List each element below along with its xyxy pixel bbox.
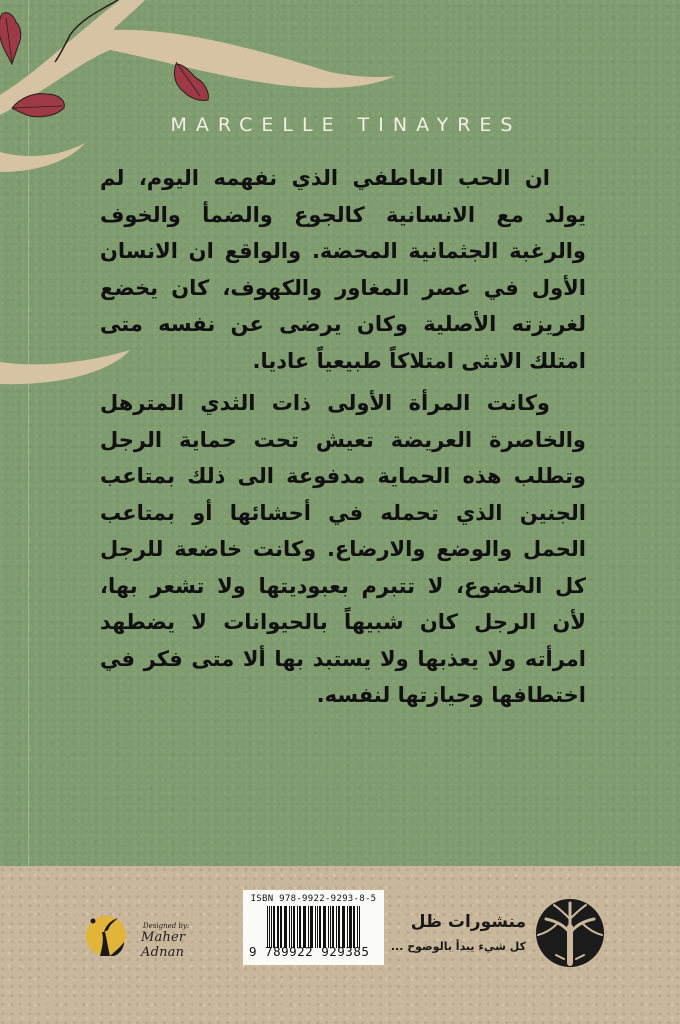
- author-name: MARCELLE TINAYRES: [170, 114, 522, 136]
- branch-middle: [0, 143, 85, 172]
- designed-by-label: Designed by:: [143, 922, 190, 930]
- publisher-name: منشورات ظل: [410, 912, 526, 932]
- back-cover-blurb: [100, 160, 586, 714]
- isbn-digits: 9 789922 929385: [249, 944, 370, 959]
- blurb-paragraph: ان الحب العاطفي الذي نفهمه اليوم، لم يولد مع الانسانية كالجوع والضمأ والخوف والرغبة الجثمانية المحضة. والواقع ان الانسان الأول في عصر المغاور والكهوف، كان يخضع لغريزته الأصلية وكان يرضى عن نفسه متى امتلك الانثى امتلاكاً طبيعياً عاديا.: [100, 166, 586, 373]
- designer-name: Maher Adnan: [141, 930, 186, 960]
- leaf-1: [0, 13, 21, 64]
- isbn-label: ISBN 978-9922-9293-8-5: [250, 894, 377, 904]
- isbn-barcode: [243, 890, 384, 965]
- publisher-block: [390, 895, 610, 975]
- barcode-bars: [249, 906, 378, 948]
- tree-moon-silhouette-icon: [84, 912, 130, 958]
- tree-in-circle-icon: [534, 897, 606, 969]
- designer-credit: [80, 908, 230, 963]
- blurb-paragraph: وكانت المرأة الأولى ذات الثدي المترهل والخاصرة العريضة تعيش تحت حماية الرجل وتطلب هذه الحماية مدفوعة الى ذلك بمتاعب الجنين الذي تحمله في أحشائها أو بمتاعب الحمل والوضع والارضاع. وكانت خاضعة للرجل كل الخضوع، لا تتبرم بعبوديتها ولا تشعر بها، لأن الرجل كان شبيهاً بالحيوانات لا يضطهد امرأته ولا يعذبها ولا يستبد بها ألا متى فكر في اختطافها وحيازتها لنفسه.: [100, 391, 586, 707]
- publisher-slogan: كل شيء يبدأ بالوضوح ...: [390, 940, 526, 953]
